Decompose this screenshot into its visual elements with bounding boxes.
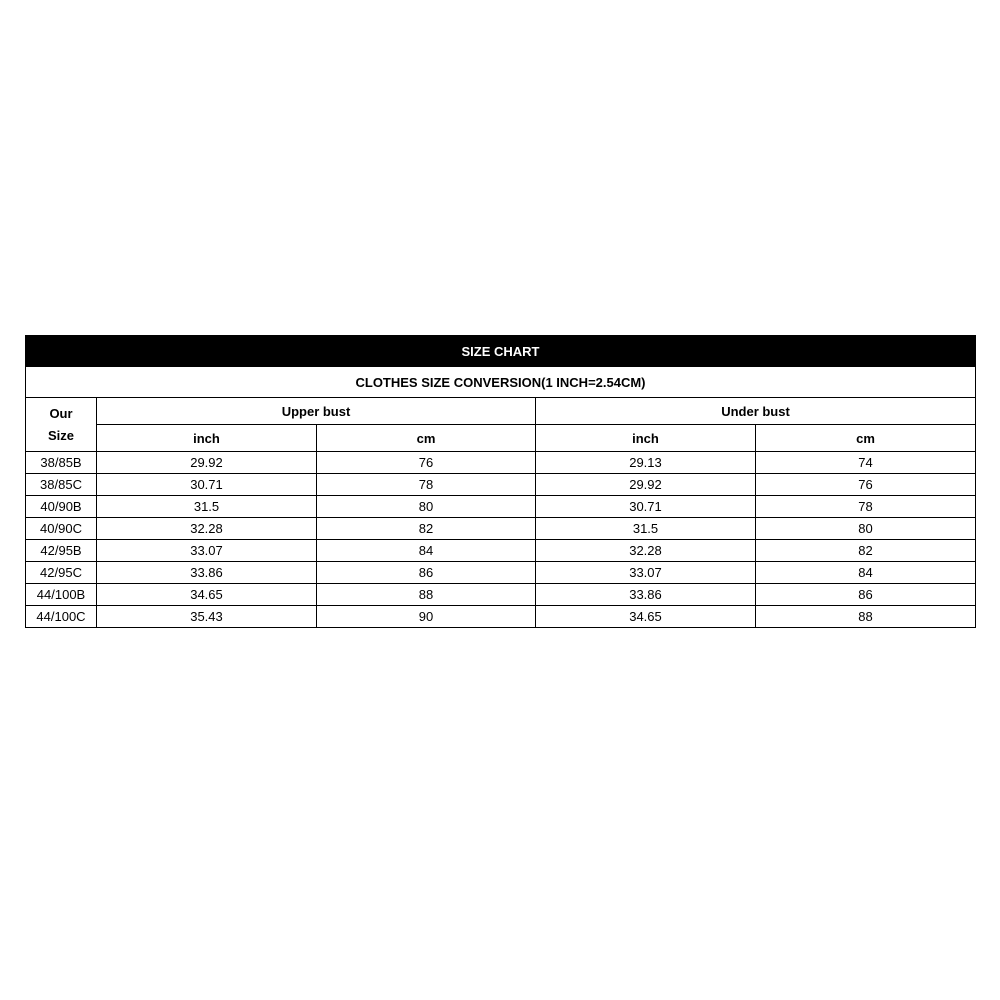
- cell-under-cm: 78: [756, 496, 976, 518]
- cell-upper-cm: 86: [317, 562, 536, 584]
- chart-subtitle: CLOTHES SIZE CONVERSION(1 INCH=2.54CM): [26, 367, 976, 398]
- table-row: [26, 540, 976, 562]
- cell-size: 42/95C: [26, 562, 97, 584]
- cell-upper-inch: 34.65: [97, 584, 317, 606]
- size-rows: [26, 452, 976, 628]
- cell-size: 38/85B: [26, 452, 97, 474]
- cell-upper-inch: 29.92: [97, 452, 317, 474]
- size-chart: [25, 335, 975, 628]
- under-cm-header: cm: [756, 425, 976, 452]
- cell-under-inch: 32.28: [536, 540, 756, 562]
- cell-upper-inch: 30.71: [97, 474, 317, 496]
- table-row: [26, 606, 976, 628]
- upper-inch-header: inch: [97, 425, 317, 452]
- cell-upper-inch: 33.86: [97, 562, 317, 584]
- table-row: [26, 584, 976, 606]
- cell-upper-inch: 35.43: [97, 606, 317, 628]
- cell-upper-inch: 31.5: [97, 496, 317, 518]
- cell-under-inch: 34.65: [536, 606, 756, 628]
- table-row: [26, 562, 976, 584]
- cell-under-inch: 33.86: [536, 584, 756, 606]
- cell-size: 40/90C: [26, 518, 97, 540]
- table-row: [26, 496, 976, 518]
- our-size-header: [26, 398, 97, 452]
- cell-size: 44/100C: [26, 606, 97, 628]
- cell-under-cm: 84: [756, 562, 976, 584]
- upper-cm-header: cm: [317, 425, 536, 452]
- cell-size: 44/100B: [26, 584, 97, 606]
- cell-upper-inch: 33.07: [97, 540, 317, 562]
- our-size-header-line2: Size: [47, 427, 74, 443]
- cell-under-inch: 29.13: [536, 452, 756, 474]
- cell-upper-inch: 32.28: [97, 518, 317, 540]
- cell-under-cm: 86: [756, 584, 976, 606]
- cell-size: 42/95B: [26, 540, 97, 562]
- table-row: [26, 474, 976, 496]
- cell-upper-cm: 90: [317, 606, 536, 628]
- cell-upper-cm: 88: [317, 584, 536, 606]
- under-bust-header: Under bust: [536, 398, 976, 425]
- cell-upper-cm: 82: [317, 518, 536, 540]
- cell-under-inch: 29.92: [536, 474, 756, 496]
- chart-title: SIZE CHART: [26, 336, 976, 367]
- our-size-header-line1: Our: [49, 405, 73, 421]
- upper-bust-header: Upper bust: [97, 398, 536, 425]
- cell-under-cm: 74: [756, 452, 976, 474]
- cell-under-inch: 31.5: [536, 518, 756, 540]
- size-chart-table: [25, 335, 976, 628]
- cell-under-cm: 80: [756, 518, 976, 540]
- cell-under-inch: 30.71: [536, 496, 756, 518]
- table-row: [26, 518, 976, 540]
- table-row: [26, 452, 976, 474]
- cell-upper-cm: 76: [317, 452, 536, 474]
- cell-under-inch: 33.07: [536, 562, 756, 584]
- cell-size: 40/90B: [26, 496, 97, 518]
- cell-size: 38/85C: [26, 474, 97, 496]
- cell-under-cm: 76: [756, 474, 976, 496]
- cell-upper-cm: 78: [317, 474, 536, 496]
- cell-upper-cm: 84: [317, 540, 536, 562]
- under-inch-header: inch: [536, 425, 756, 452]
- cell-upper-cm: 80: [317, 496, 536, 518]
- cell-under-cm: 88: [756, 606, 976, 628]
- cell-under-cm: 82: [756, 540, 976, 562]
